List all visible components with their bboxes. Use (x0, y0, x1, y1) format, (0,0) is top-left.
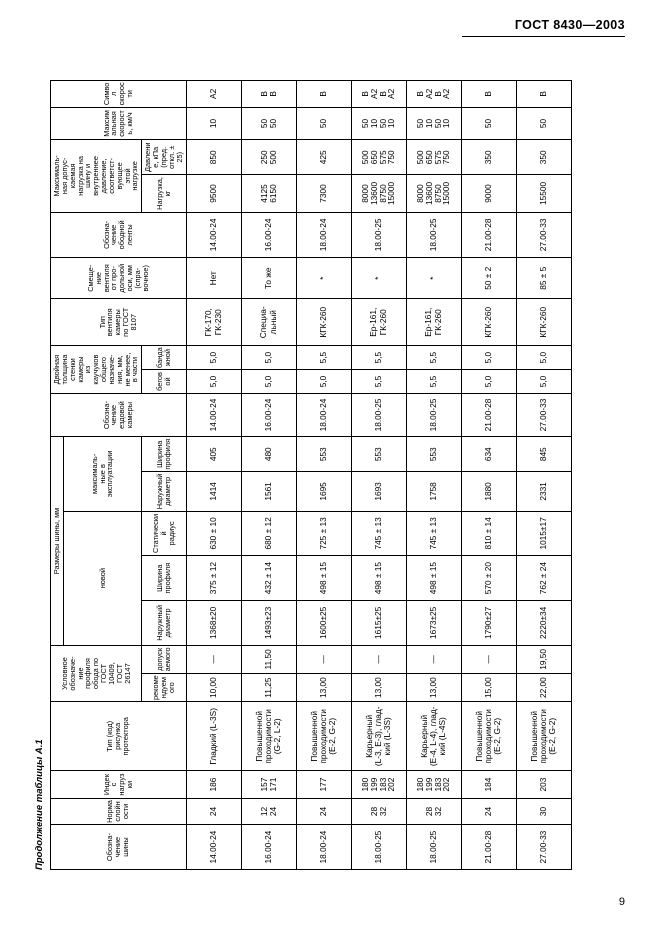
cell-valve-type: Специа- льный (241, 299, 296, 346)
cell-tube-designation: 27.00-33 (516, 393, 571, 436)
th-static-radius: Статический радиус (142, 511, 186, 556)
cell-rim-allowed: — (406, 645, 461, 673)
cell-wall-bead: 5,5 (406, 346, 461, 370)
cell-new-profile-width: 762 ± 24 (516, 556, 571, 601)
cell-valve-type: ГК-170, ГК-230 (186, 299, 241, 346)
th-flap-designation: Обозна- чение ободной ленты (51, 212, 187, 258)
cell-rim-recommended: 15,00 (461, 674, 516, 702)
cell-wall-running: 5,0 (186, 370, 241, 394)
cell-new-outer-diameter: 2220±34 (516, 601, 571, 646)
page-number: 9 (618, 896, 625, 908)
table-row (296, 81, 351, 870)
th-valve-offset: Смеще- ние вентиля от про- дольной оси, мм (спра- вочное) (51, 258, 187, 299)
cell-tube-designation: 16.00-24 (241, 393, 296, 436)
cell-tread-pattern: Повышенной проходимости (E-2, G-2) (296, 702, 351, 771)
cell-max-speed: 50 (516, 107, 571, 140)
cell-tread-pattern: Карьерный (L-3, E-3), глад- кий (L-3S) (351, 702, 406, 771)
cell-wall-bead: 5,0 (241, 346, 296, 370)
cell-wall-bead: 5,0 (461, 346, 516, 370)
cell-wall-bead: 5,5 (296, 346, 351, 370)
cell-speed-symbol: A2 (186, 81, 241, 108)
cell-max-speed: 50 10 50 10 (351, 107, 406, 140)
cell-flap-designation: 18.00-25 (406, 212, 461, 258)
cell-wall-bead: 5,0 (186, 346, 241, 370)
cell-pressure-kpa: 500 650 575 750 (351, 140, 406, 175)
th-valve-type: Тип вентиля камеры по ГОСТ 8107 (51, 299, 187, 346)
cell-rim-recommended: 22,00 (516, 674, 571, 702)
cell-tread-pattern: Карьерный (E-4, L-4), глад- кий (L-4S) (406, 702, 461, 771)
cell-rim-allowed: — (351, 645, 406, 673)
cell-flap-designation: 18.00-25 (351, 212, 406, 258)
cell-static-radius: 745 ± 13 (406, 511, 461, 556)
cell-valve-offset: * (406, 258, 461, 299)
table-head (51, 81, 187, 870)
cell-valve-offset: 85 ± 5 (516, 258, 571, 299)
cell-wall-running: 5,0 (516, 370, 571, 394)
cell-ply-rating: 12 24 (241, 798, 296, 824)
cell-load-index: 203 (516, 771, 571, 798)
cell-load-kg: 8000 13600 8750 15000 (406, 175, 461, 212)
cell-valve-type: Ер-161, ГК-260 (406, 299, 461, 346)
cell-valve-offset: * (351, 258, 406, 299)
cell-tube-designation: 21.00-28 (461, 393, 516, 436)
cell-rim-recommended: 13,00 (296, 674, 351, 702)
cell-ply-rating: 24 (296, 798, 351, 824)
cell-new-outer-diameter: 1673±25 (406, 601, 461, 646)
cell-tyre-designation: 21.00-28 (461, 825, 516, 870)
cell-load-kg: 4125 6150 (241, 175, 296, 212)
cell-wall-bead: 5,0 (516, 346, 571, 370)
cell-valve-offset: 50 ± 2 (461, 258, 516, 299)
cell-rim-recommended: 10,00 (186, 674, 241, 702)
cell-max-outer-diameter: 1695 (296, 472, 351, 511)
cell-tyre-designation: 18.00-25 (351, 825, 406, 870)
th-inservice-group: максималь- ные в эксплуатации (63, 437, 141, 511)
cell-static-radius: 680 ± 12 (241, 511, 296, 556)
cell-tyre-designation: 18.00-24 (296, 825, 351, 870)
cell-max-speed: 10 (186, 107, 241, 140)
cell-rim-allowed: 11,50 (241, 645, 296, 673)
cell-valve-type: КГК-260 (461, 299, 516, 346)
cell-new-profile-width: 375 ± 12 (186, 556, 241, 601)
th-wall-running: беговой (142, 370, 186, 394)
cell-rim-recommended: 13,00 (406, 674, 461, 702)
cell-wall-bead: 5,5 (351, 346, 406, 370)
cell-rim-allowed: 19,50 (516, 645, 571, 673)
cell-pressure-kpa: 850 (186, 140, 241, 175)
cell-load-kg: 9000 (461, 175, 516, 212)
cell-static-radius: 810 ± 14 (461, 511, 516, 556)
cell-valve-offset: * (296, 258, 351, 299)
cell-valve-type: КГК-260 (516, 299, 571, 346)
cell-max-profile-width: 553 (406, 437, 461, 472)
cell-valve-type: Ер-161, ГК-260 (351, 299, 406, 346)
th-tube-designation: Обозна- чение ездовой камеры (51, 393, 187, 436)
cell-rim-allowed: — (296, 645, 351, 673)
th-new-group: новой (63, 511, 141, 645)
cell-pressure-kpa: 425 (296, 140, 351, 175)
th-max-profile-width: Ширина профиля (142, 437, 186, 472)
table-body (186, 81, 571, 870)
table-row (351, 81, 406, 870)
cell-pressure-kpa: 250 500 (241, 140, 296, 175)
cell-load-kg: 9500 (186, 175, 241, 212)
cell-new-outer-diameter: 1600±25 (296, 601, 351, 646)
th-rim-profile-group: Условное обозначе- ние профиля обода по ГОСТ 10409, ГОСТ 26147 (51, 645, 142, 702)
cell-pressure-kpa: 350 (516, 140, 571, 175)
cell-max-outer-diameter: 1561 (241, 472, 296, 511)
cell-load-index: 180 199 183 202 (351, 771, 406, 798)
cell-valve-offset: То же (241, 258, 296, 299)
cell-ply-rating: 24 (186, 798, 241, 824)
th-rim-allowed: допускаемого (142, 645, 186, 673)
cell-new-profile-width: 498 ± 15 (351, 556, 406, 601)
cell-speed-symbol: B B (241, 81, 296, 108)
cell-speed-symbol: B A2 B A2 (406, 81, 461, 108)
cell-wall-running: 5,5 (351, 370, 406, 394)
cell-max-outer-diameter: 1758 (406, 472, 461, 511)
th-pressure-kpa: Давление, кПа (пред. откл. ± 25) (142, 140, 186, 175)
cell-flap-designation: 21.00-28 (461, 212, 516, 258)
cell-new-profile-width: 432 ± 14 (241, 556, 296, 601)
cell-max-speed: 50 (296, 107, 351, 140)
th-max-speed: Максимальная скорость, км/ч (51, 107, 187, 140)
cell-speed-symbol: B (516, 81, 571, 108)
cell-load-index: 180 199 183 202 (406, 771, 461, 798)
cell-ply-rating: 28 32 (351, 798, 406, 824)
cell-new-outer-diameter: 1615±25 (351, 601, 406, 646)
cell-max-profile-width: 405 (186, 437, 241, 472)
header-row-1 (51, 81, 64, 870)
cell-tread-pattern: Повышенной проходимости (E-2, G-2) (461, 702, 516, 771)
cell-max-profile-width: 480 (241, 437, 296, 472)
cell-rim-allowed: — (186, 645, 241, 673)
th-load-kg: Нагрузка, кг (142, 175, 186, 212)
cell-pressure-kpa: 350 (461, 140, 516, 175)
standard-number: ГОСТ 8430—2003 (514, 18, 625, 32)
cell-wall-running: 5,5 (406, 370, 461, 394)
th-speed-symbol: Символ скорости (51, 81, 187, 108)
table-row (186, 81, 241, 870)
table-row (461, 81, 516, 870)
th-max-outer-diameter: Наружный диаметр (142, 472, 186, 511)
cell-tube-designation: 18.00-24 (296, 393, 351, 436)
cell-flap-designation: 27.00-33 (516, 212, 571, 258)
rotated-table-stage (34, 80, 598, 870)
cell-max-outer-diameter: 1414 (186, 472, 241, 511)
cell-load-kg: 7300 (296, 175, 351, 212)
cell-flap-designation: 18.00-24 (296, 212, 351, 258)
cell-max-outer-diameter: 1693 (351, 472, 406, 511)
cell-ply-rating: 30 (516, 798, 571, 824)
th-tread-pattern: Тип (код) рисунка протектора (51, 702, 187, 771)
th-new-outer-diameter: Наружный диаметр (142, 601, 186, 646)
cell-new-outer-diameter: 1493±23 (241, 601, 296, 646)
cell-new-outer-diameter: 1368±20 (186, 601, 241, 646)
th-max-load-group: Максималь- ная допус- каемая нагрузка на шину и внутреннее давление, соответст- вующее этой нагрузке (51, 140, 142, 212)
cell-speed-symbol: B (461, 81, 516, 108)
th-rim-recommended: рекомендуемого (142, 674, 186, 702)
cell-max-speed: 50 10 50 10 (406, 107, 461, 140)
cell-rim-recommended: 13,00 (351, 674, 406, 702)
th-tyre-designation: Обозна- чение шины (51, 825, 187, 870)
cell-new-profile-width: 498 ± 15 (296, 556, 351, 601)
cell-valve-type: КГК-260 (296, 299, 351, 346)
th-wall-bead: бандажной (142, 346, 186, 370)
th-tyre-sizes-group: Размеры шины, мм (51, 437, 64, 646)
table-row (406, 81, 461, 870)
tyre-specification-table (50, 80, 572, 870)
cell-load-kg: 15500 (516, 175, 571, 212)
cell-load-kg: 8000 13600 8750 15000 (351, 175, 406, 212)
cell-flap-designation: 16.00-24 (241, 212, 296, 258)
cell-static-radius: 745 ± 13 (351, 511, 406, 556)
cell-tube-designation: 18.00-25 (351, 393, 406, 436)
cell-max-outer-diameter: 2331 (516, 472, 571, 511)
cell-new-outer-diameter: 1790±27 (461, 601, 516, 646)
cell-max-profile-width: 553 (296, 437, 351, 472)
header-rule (462, 36, 625, 37)
th-new-profile-width: Ширина профиля (142, 556, 186, 601)
cell-static-radius: 630 ± 10 (186, 511, 241, 556)
page-header (0, 0, 661, 40)
cell-rim-allowed: — (461, 645, 516, 673)
cell-tyre-designation: 18.00-25 (406, 825, 461, 870)
cell-max-outer-diameter: 1880 (461, 472, 516, 511)
cell-wall-running: 5,0 (461, 370, 516, 394)
cell-pressure-kpa: 500 650 575 750 (406, 140, 461, 175)
cell-tube-designation: 18.00-25 (406, 393, 461, 436)
table-continuation-label: Продолжение таблицы А.1 (34, 739, 45, 870)
cell-max-profile-width: 553 (351, 437, 406, 472)
cell-static-radius: 725 ± 13 (296, 511, 351, 556)
cell-tyre-designation: 16.00-24 (241, 825, 296, 870)
cell-wall-running: 5,0 (241, 370, 296, 394)
cell-tread-pattern: Гладкий (L-3S) (186, 702, 241, 771)
table-row (241, 81, 296, 870)
table-row (516, 81, 571, 870)
cell-flap-designation: 14.00-24 (186, 212, 241, 258)
cell-speed-symbol: B (296, 81, 351, 108)
cell-new-profile-width: 570 ± 20 (461, 556, 516, 601)
cell-static-radius: 1015±17 (516, 511, 571, 556)
cell-tyre-designation: 14.00-24 (186, 825, 241, 870)
cell-load-index: 186 (186, 771, 241, 798)
th-load-index: Индекс нагрузки (51, 771, 187, 798)
cell-load-index: 177 (296, 771, 351, 798)
th-wall-thickness-group: Двойная толщина стенки камеры из каучуков общего назначе- ния, мм, не менее, в части (51, 346, 142, 394)
cell-max-speed: 50 (461, 107, 516, 140)
cell-ply-rating: 24 (461, 798, 516, 824)
cell-tread-pattern: Повышенной проходимости (E-2, G-2) (516, 702, 571, 771)
cell-tube-designation: 14.00-24 (186, 393, 241, 436)
cell-max-speed: 50 50 (241, 107, 296, 140)
cell-max-profile-width: 634 (461, 437, 516, 472)
cell-wall-running: 5,0 (296, 370, 351, 394)
cell-speed-symbol: B A2 B A2 (351, 81, 406, 108)
th-ply-rating: Норма слойности (51, 798, 187, 824)
cell-tyre-designation: 27.00-33 (516, 825, 571, 870)
cell-load-index: 184 (461, 771, 516, 798)
cell-load-index: 157 171 (241, 771, 296, 798)
cell-new-profile-width: 498 ± 15 (406, 556, 461, 601)
cell-ply-rating: 28 32 (406, 798, 461, 824)
cell-valve-offset: Нет (186, 258, 241, 299)
cell-tread-pattern: Повышенной проходимости (G-2, L-2) (241, 702, 296, 771)
cell-rim-recommended: 11,25 (241, 674, 296, 702)
cell-max-profile-width: 845 (516, 437, 571, 472)
